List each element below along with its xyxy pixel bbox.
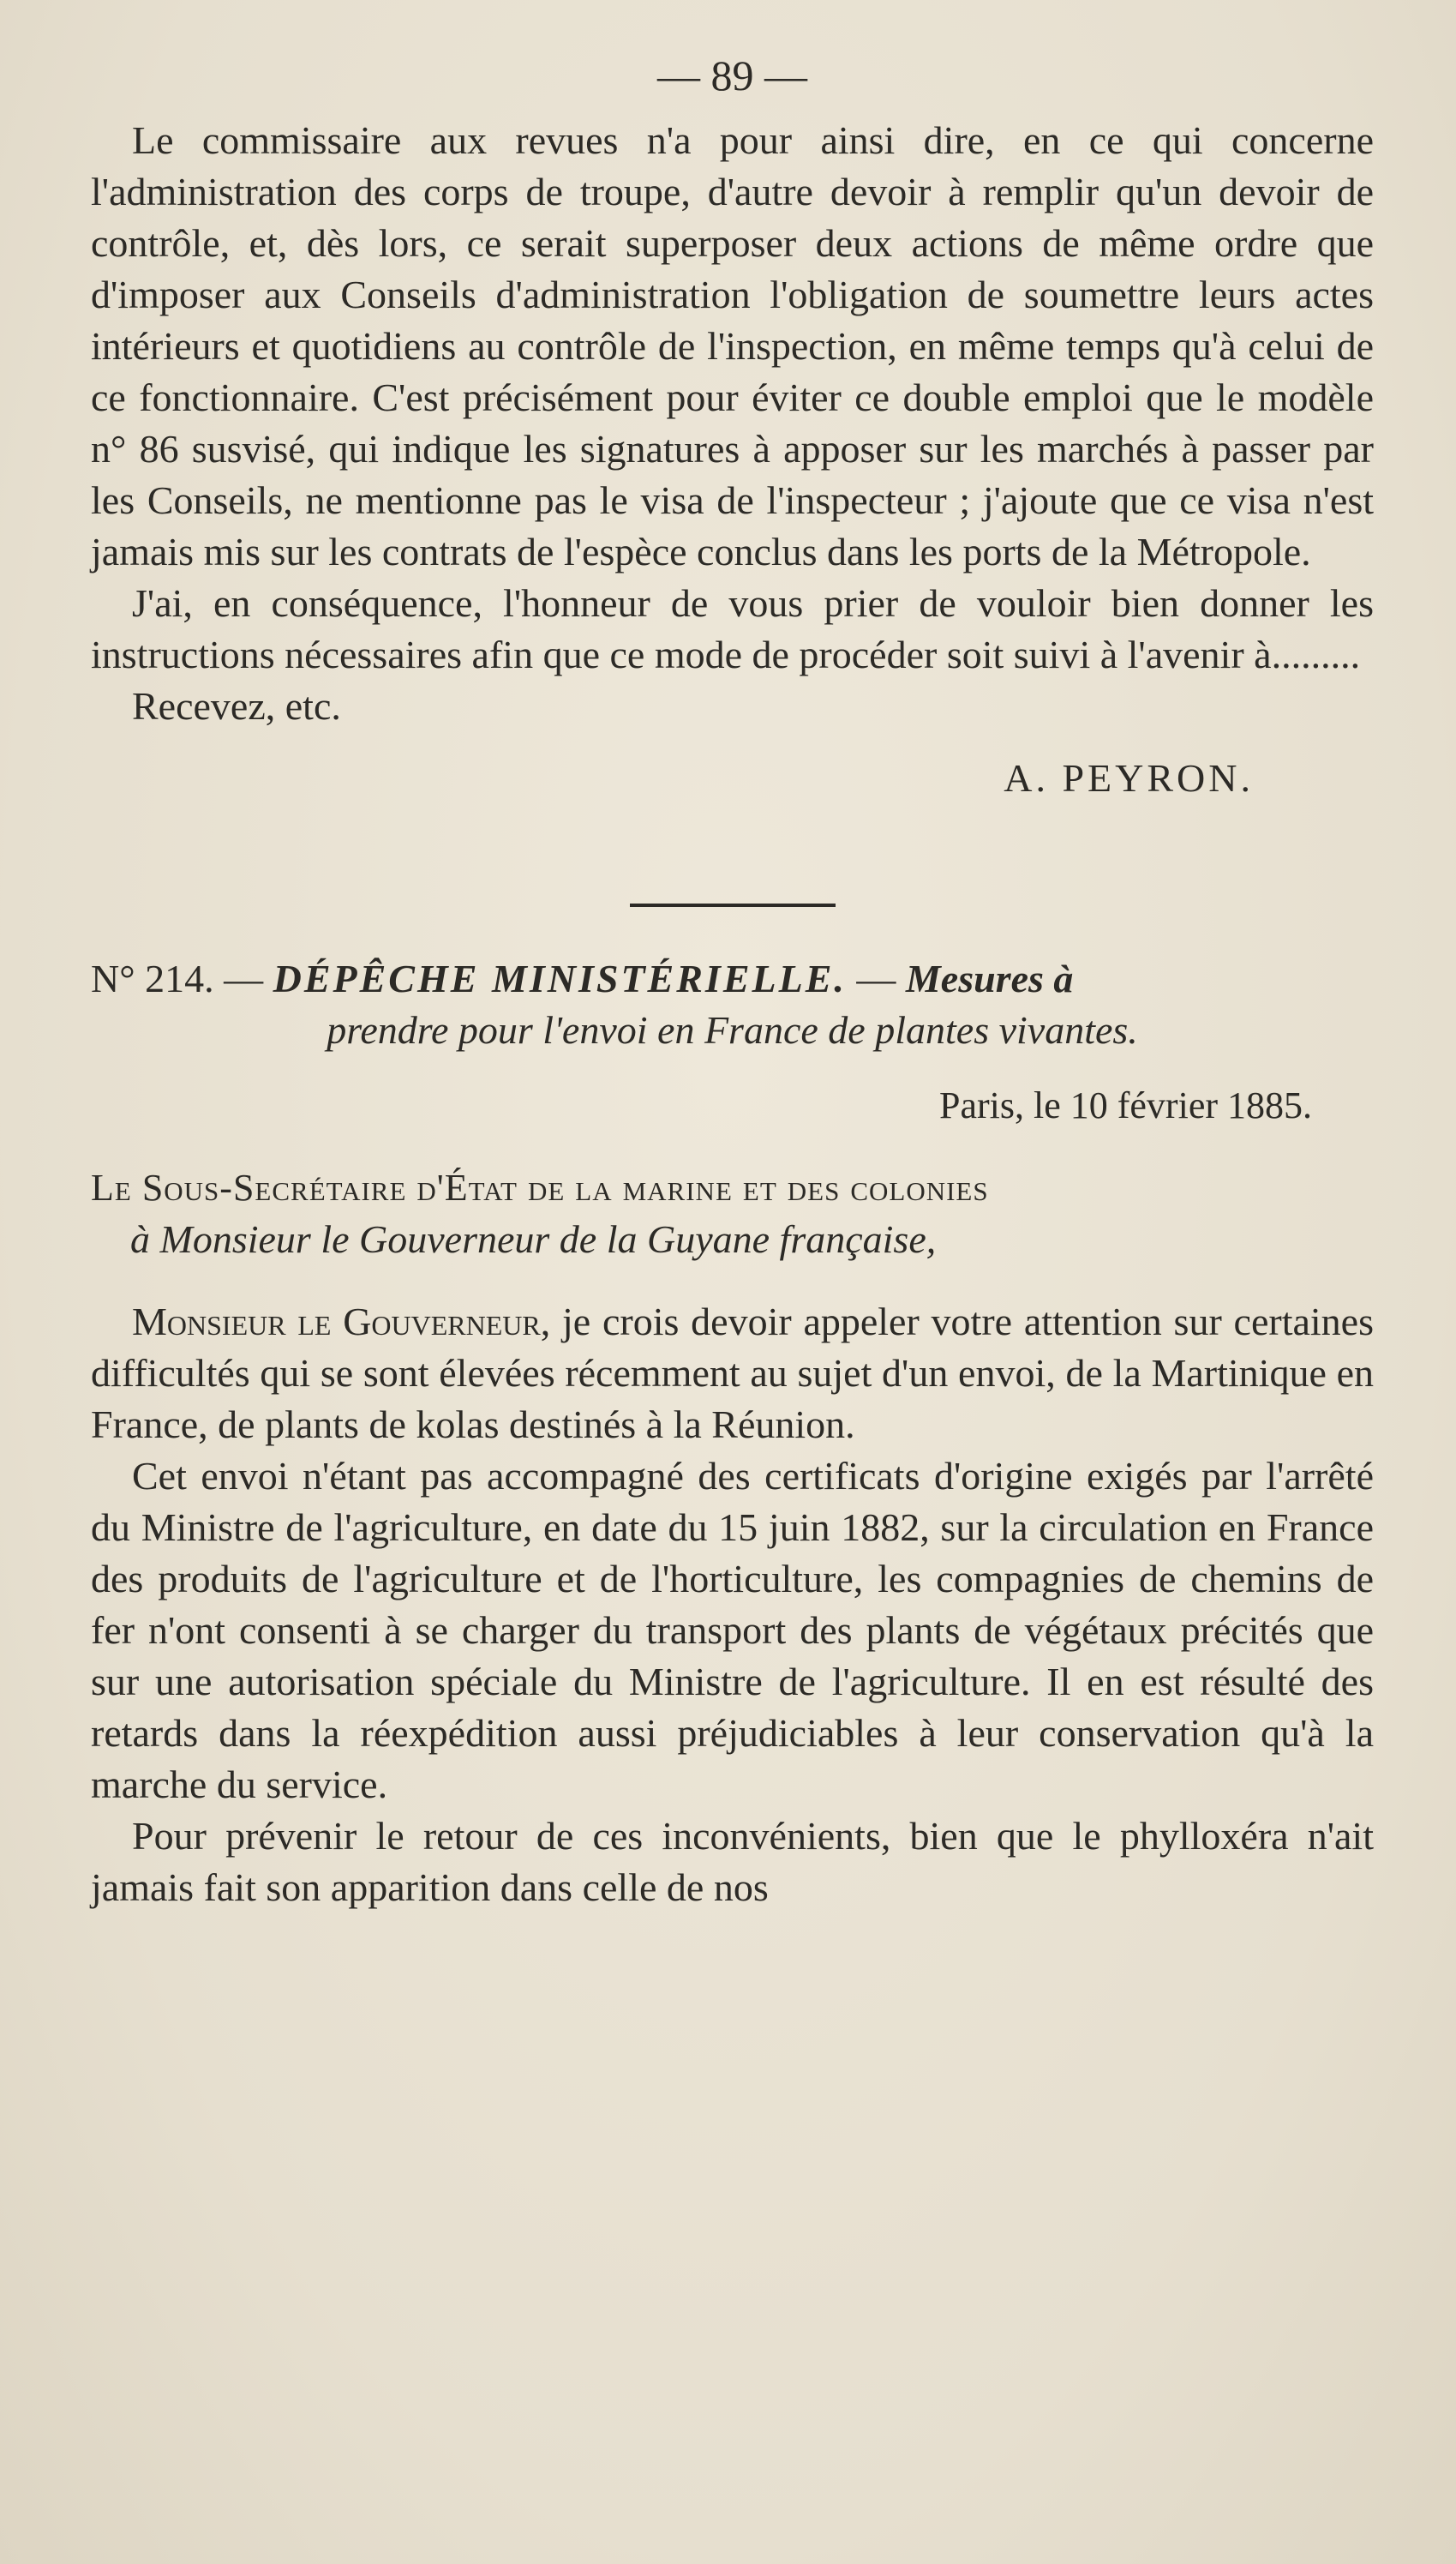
page-number: — 89 — bbox=[657, 51, 807, 99]
depeche-title: DÉPÊCHE MINISTÉRIELLE. bbox=[273, 957, 847, 1000]
section-divider bbox=[630, 904, 836, 907]
depeche-number: N° 214. — bbox=[91, 957, 264, 1000]
paragraph-2: J'ai, en conséquence, l'honneur de vous prier de vouloir bien donner les instructions nécessaires afin que ce mode de procéder soit suivi à l'avenir à......... bbox=[91, 581, 1374, 676]
salutation: Monsieur le Gouverneur, bbox=[132, 1300, 551, 1343]
depeche-heading bbox=[91, 953, 1374, 1005]
paragraph-5: Pour prévenir le retour de ces inconvénients, bien que le phylloxéra n'ait jamais fait son apparition dans celle de nos bbox=[91, 1814, 1374, 1909]
sender-line: Le Sous-Secrétaire d'État de la marine et des colonies bbox=[91, 1167, 989, 1209]
closing-formula: Recevez, etc. bbox=[132, 684, 341, 728]
dispatch-date: Paris, le 10 février 1885. bbox=[939, 1084, 1312, 1126]
addressee-line: à Monsieur le Gouverneur de la Guyane française, bbox=[130, 1217, 937, 1261]
paragraph-4: Cet envoi n'étant pas accompagné des certificats d'origine exigés par l'arrêté du Ministre de l'agriculture, en date du 15 juin 1882, sur la circulation en France des produits de l'agriculture et de l'horticulture, les compagnies de chemins de fer n'ont consenti à se charger du transport des plants de végétaux précités que sur une autorisation spéciale du Ministre de l'agriculture. Il en est résulté des retards dans la réexpédition aussi préjudiciables à leur conservation qu'à la marche du service. bbox=[91, 1454, 1374, 1806]
paragraph-3 bbox=[91, 1296, 1374, 1450]
depeche-subject: prendre pour l'envoi en France de plantes vivantes. bbox=[327, 1008, 1138, 1052]
signature: A. PEYRON. bbox=[1004, 756, 1254, 800]
paragraph-3-body: je crois devoir appeler votre attention sur certaines difficultés qui se sont élevées récemment au sujet d'un envoi, de la Martinique en France, de plants de kolas destinés à la Réunion. bbox=[91, 1300, 1374, 1446]
depeche-dash: — bbox=[856, 957, 896, 1000]
paragraph-1: Le commissaire aux revues n'a pour ainsi dire, en ce qui concerne l'administration des corps de troupe, d'autre devoir à remplir qu'un devoir de contrôle, et, dès lors, ce serait superposer deux actions de même ordre que d'imposer aux Conseils d'administration l'obligation de soumettre leurs actes intérieurs et quotidiens au contrôle de l'inspection, en même temps qu'à celui de ce fonctionnaire. C'est précisément pour éviter ce double emploi que le modèle n° 86 susvisé, qui indique les signatures à apposer sur les marchés à passer par les Conseils, ne mentionne pas le visa de l'inspecteur ; j'ajoute que ce visa n'est jamais mis sur les contrats de l'espèce conclus dans les ports de la Métropole. bbox=[91, 118, 1374, 573]
depeche-subject-start: Mesures à bbox=[905, 957, 1074, 1000]
